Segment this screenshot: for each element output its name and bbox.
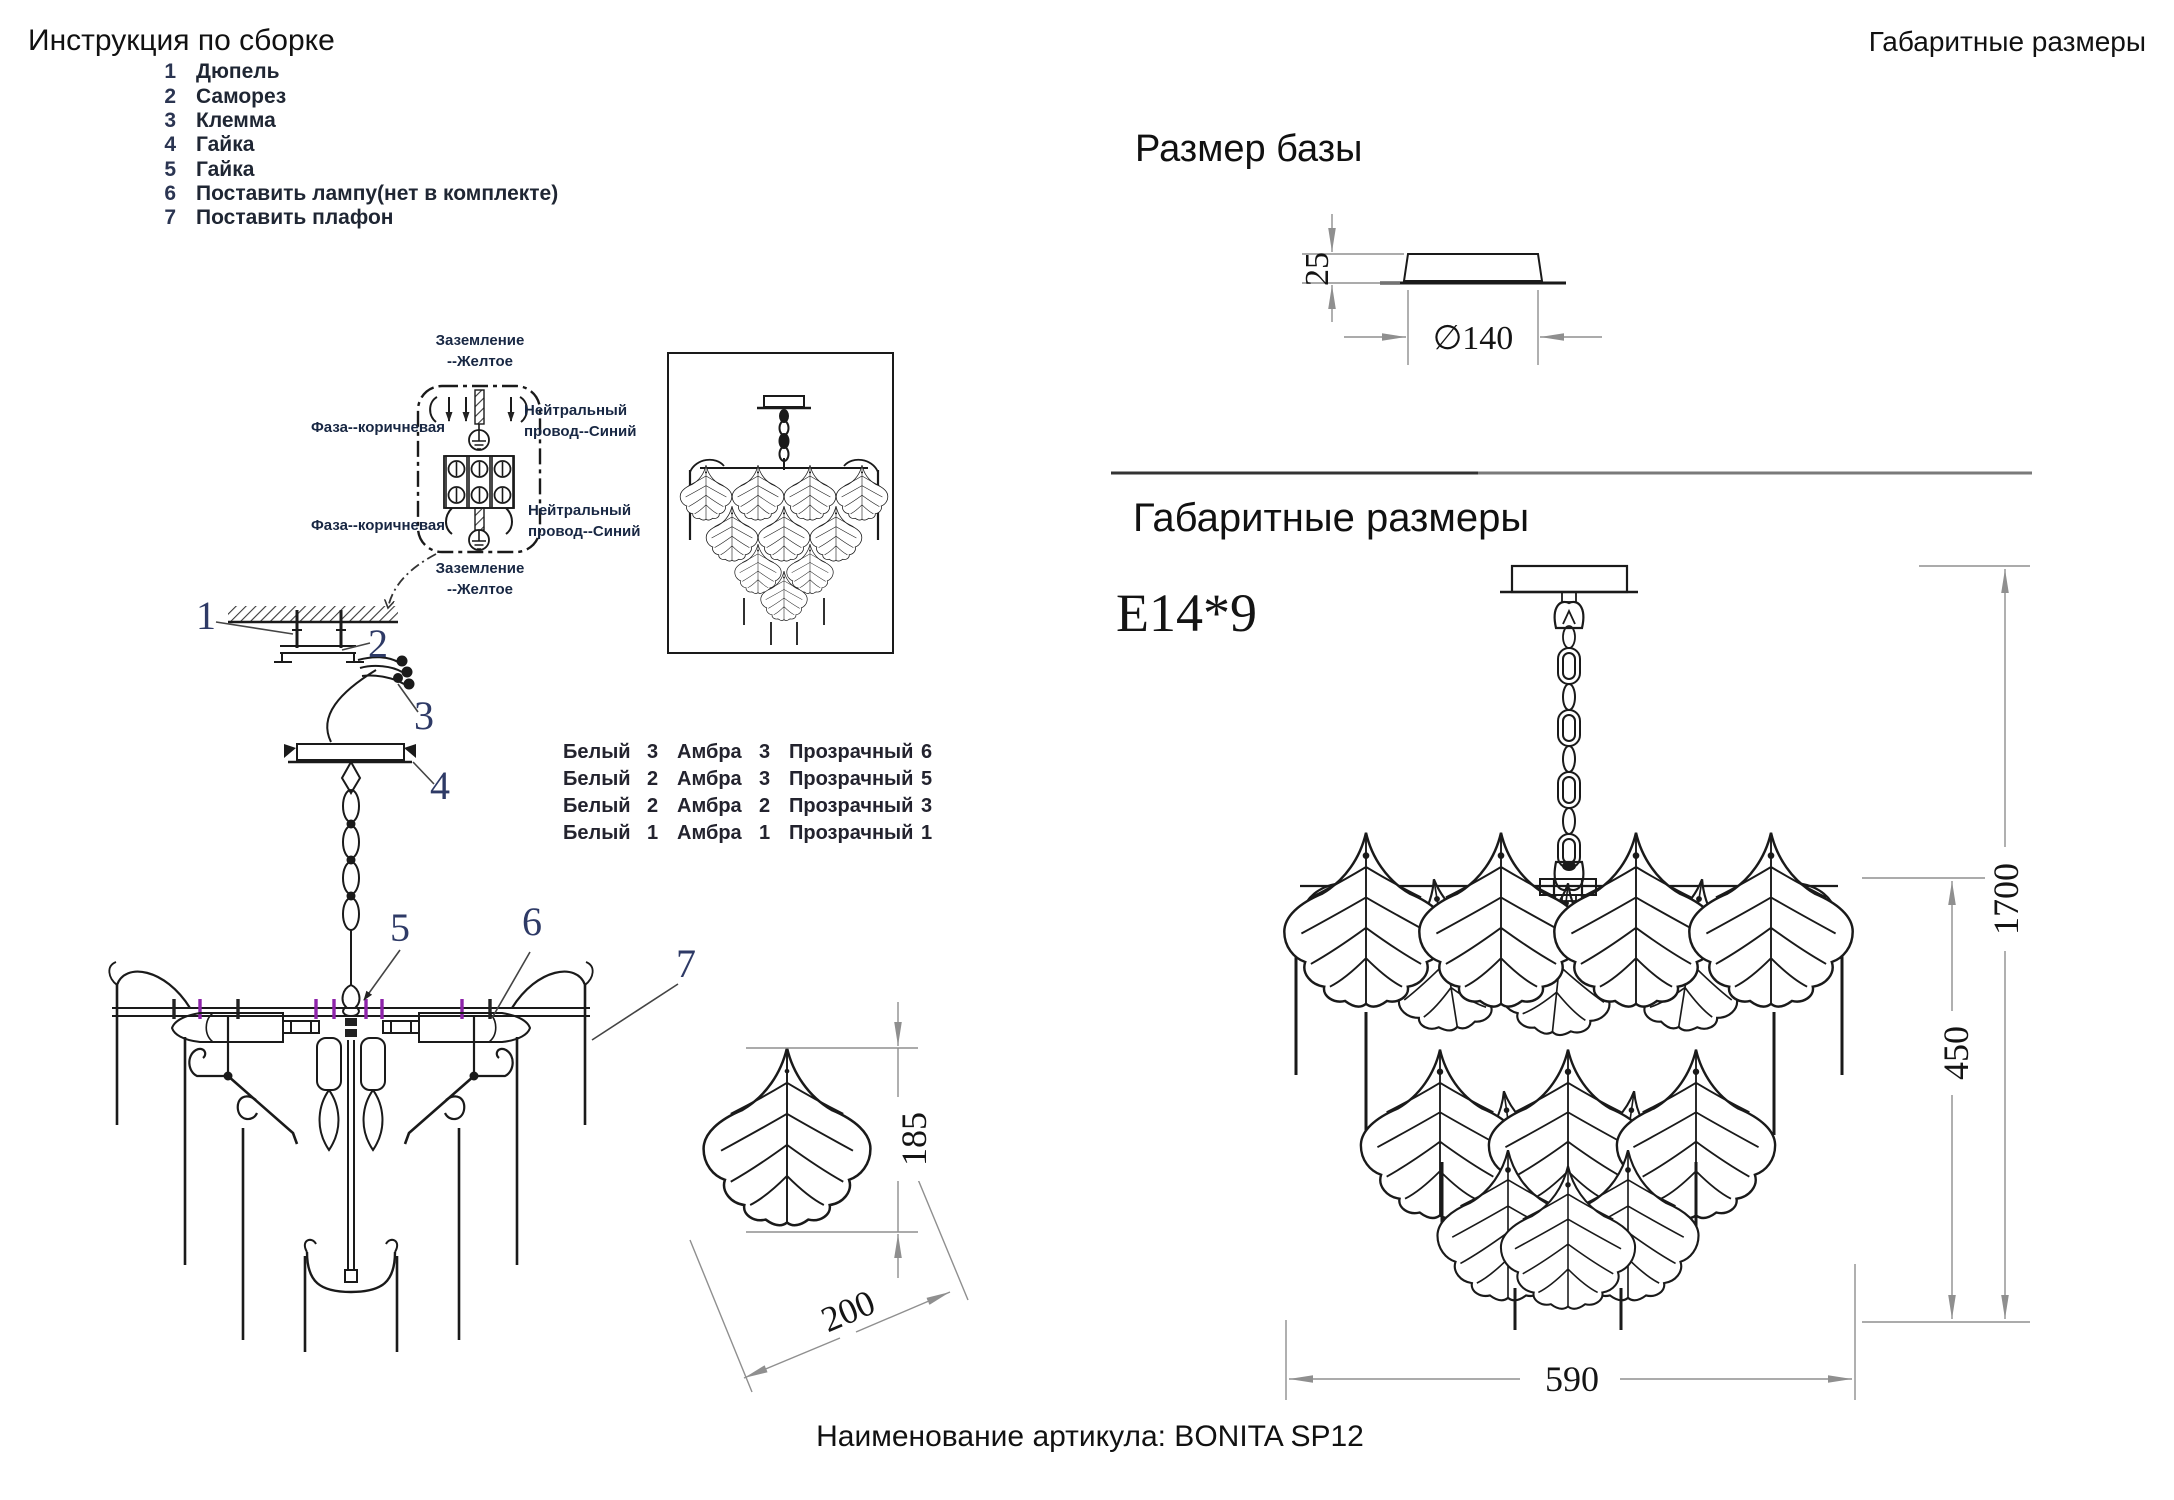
main-chandelier bbox=[1284, 566, 1852, 1330]
table-row: Белый 1 Амбра 1 Прозрачный 1 bbox=[563, 822, 933, 844]
phase-label-bottom: Фаза--коричневая bbox=[310, 517, 445, 534]
callout-1: 1 bbox=[196, 593, 216, 638]
part-label: Поставить плафон bbox=[196, 206, 394, 229]
base-size-title: Размер базы bbox=[1135, 128, 1363, 170]
callout-7: 7 bbox=[676, 941, 696, 986]
callout-6: 6 bbox=[522, 899, 542, 944]
ground-label-bottom: Заземление --Желтое bbox=[435, 560, 525, 598]
neutral-label-top: Нейтральный провод--Синий bbox=[524, 402, 637, 440]
thumbnail-leaves bbox=[680, 465, 888, 620]
table-row: Белый 2 Амбра 3 Прозрачный 5 bbox=[563, 768, 933, 790]
list-item bbox=[152, 182, 558, 206]
part-number: 2 bbox=[164, 85, 176, 108]
phase-label-top: Фаза--коричневая bbox=[310, 419, 445, 436]
table-row: Белый 2 Амбра 2 Прозрачный 3 bbox=[563, 795, 933, 817]
part-label: Клемма bbox=[196, 109, 276, 132]
part-label: Поставить лампу(нет в комплекте) bbox=[196, 182, 559, 205]
total-height-dim: 1700 bbox=[1985, 847, 2027, 951]
part-label: Дюпель bbox=[196, 60, 280, 83]
list-item bbox=[152, 85, 286, 109]
ground-label-top: Заземление --Желтое bbox=[435, 332, 525, 370]
table-row: Белый 3 Амбра 3 Прозрачный 6 bbox=[563, 741, 933, 763]
part-number: 5 bbox=[164, 158, 176, 181]
list-item bbox=[152, 158, 254, 182]
body-height-dim: 450 bbox=[1935, 1011, 1977, 1095]
list-item bbox=[152, 109, 276, 133]
part-number: 6 bbox=[164, 182, 176, 205]
article-name: Наименование артикула: BONITA SP12 bbox=[816, 1420, 1364, 1453]
part-label: Саморез bbox=[196, 85, 287, 108]
callout-3: 3 bbox=[414, 693, 434, 738]
header-right-title: Габаритные размеры bbox=[1868, 26, 2146, 57]
plafond-width-dim: 200 bbox=[815, 1282, 881, 1340]
socket-spec: E14*9 bbox=[1116, 583, 1257, 643]
base-diameter-dim: ∅140 bbox=[1432, 320, 1514, 357]
base-thickness-dim: 25 bbox=[1299, 252, 1336, 286]
neutral-label-bottom: Нейтральный провод--Синий bbox=[528, 502, 641, 540]
page-title: Инструкция по сборке bbox=[28, 24, 335, 57]
assembly-diagram bbox=[109, 606, 592, 1352]
part-number: 7 bbox=[164, 206, 176, 229]
callout-5: 5 bbox=[390, 905, 410, 950]
list-item bbox=[152, 206, 393, 230]
callout-2: 2 bbox=[368, 621, 388, 666]
list-item bbox=[152, 133, 254, 157]
overall-title: Габаритные размеры bbox=[1133, 496, 1530, 540]
list-item bbox=[152, 60, 280, 84]
part-label: Гайка bbox=[196, 133, 255, 156]
chandelier-thumbnail bbox=[668, 353, 893, 653]
part-number: 4 bbox=[164, 133, 176, 156]
callout-4: 4 bbox=[430, 763, 450, 808]
part-label: Гайка bbox=[196, 158, 255, 181]
part-number: 1 bbox=[164, 60, 176, 83]
width-dim: 590 bbox=[1528, 1358, 1616, 1400]
plafond-height-dim: 185 bbox=[893, 1097, 935, 1181]
part-number: 3 bbox=[164, 109, 176, 132]
